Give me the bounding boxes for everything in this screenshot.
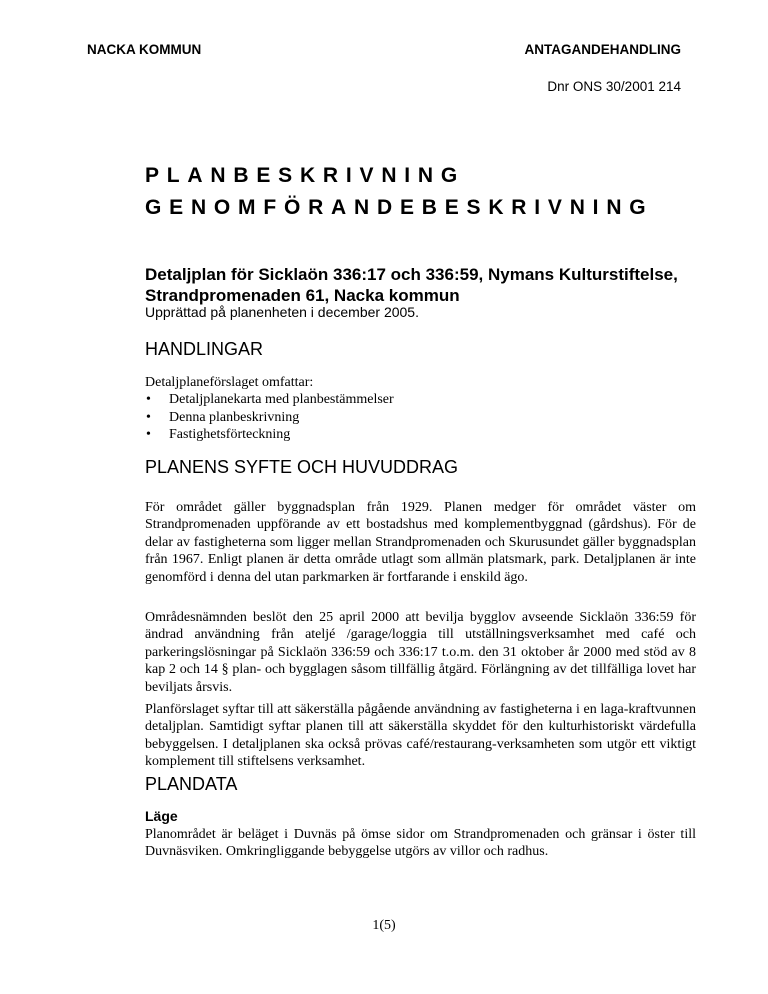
diary-number: Dnr ONS 30/2001 214 [547, 79, 681, 94]
section-heading-handlingar: HANDLINGAR [145, 339, 264, 359]
document-title-implementation: GENOMFÖRANDEBESKRIVNING [145, 196, 654, 219]
header-organization: NACKA KOMMUN [87, 42, 202, 57]
paragraph: Områdesnämnden beslöt den 25 april 2000 att bevilja bygglov avseende Sicklaön 336:59 för ändrad användning från ateljé /garage/loggia till utställningsverksamhet med café och parkeringslösningar på Sicklaön 336:59 och 336:17 t.o.m. den 31 oktober år 2000 med stöd av 8 kap 2 och 14 § plan- och bygglagen såsom tillfällig åtgärd. Förlängning av det tillfälliga lovet har beviljats årsvis. [145, 610, 696, 695]
paragraph: Planområdet är beläget i Duvnäs på ömse sidor om Strandpromenaden och gränsar i öster till Duvnäsviken. Omkringliggande bebyggelse utgörs av villor och radhus. [145, 827, 696, 860]
document-title-plan: PLANBESKRIVNING [145, 164, 466, 187]
section-heading-syfte: PLANENS SYFTE OCH HUVUDDRAG [145, 457, 459, 477]
page-number: 1(5) [372, 918, 396, 933]
paragraph: För området gäller byggnadsplan från 1929. Planen medger för området väster om Strandpromenaden uppförande av ett bostadshus med komplementbyggnad (gårdshus). För de delar av fastigheterna som ligger mellan Strandpromenaden och Skurusundet gäller byggnadsplan från 1967. Enligt planen är detta område utlagt som allmän platsmark, park. Detaljplanen är inte genomförd i denna del utan parkmarken är fortfarande i enskild ägo. [145, 500, 696, 585]
bullet-icon: • [146, 392, 151, 408]
documents-list-block [145, 374, 394, 444]
bullet-icon: • [146, 427, 151, 443]
list-item: • Detaljplanekarta med planbestämmelser [146, 392, 394, 408]
plan-subject: Detaljplan för Sicklaön 336:17 och 336:59, Nymans Kulturstiftelse, Strandpromenaden 61, Nacka kommun [145, 265, 678, 305]
documents-list [145, 391, 394, 443]
documents-intro: Detaljplaneförslaget omfattar: [145, 375, 314, 390]
list-item: • Fastighetsförteckning [146, 427, 291, 443]
bullet-icon: • [146, 409, 151, 425]
header-document-status: ANTAGANDEHANDLING [524, 42, 681, 57]
prepared-note: Upprättad på planenheten i december 2005. [145, 304, 419, 320]
subheading-lage: Läge [145, 808, 178, 824]
list-item: • Denna planbeskrivning [146, 409, 300, 425]
section-heading-plandata: PLANDATA [145, 774, 238, 794]
paragraph: Planförslaget syftar till att säkerställa pågående användning av fastigheterna i en laga-kraftvunnen detaljplan. Samtidigt syftar planen till att säkerställa skyddet för den kulturhistoriskt värdefulla bebyggelsen. I detaljplanen ska också prövas café/restaurang-verksamheten som utgör ett viktigt komplement till stiftelsens verksamhet. [145, 702, 696, 770]
